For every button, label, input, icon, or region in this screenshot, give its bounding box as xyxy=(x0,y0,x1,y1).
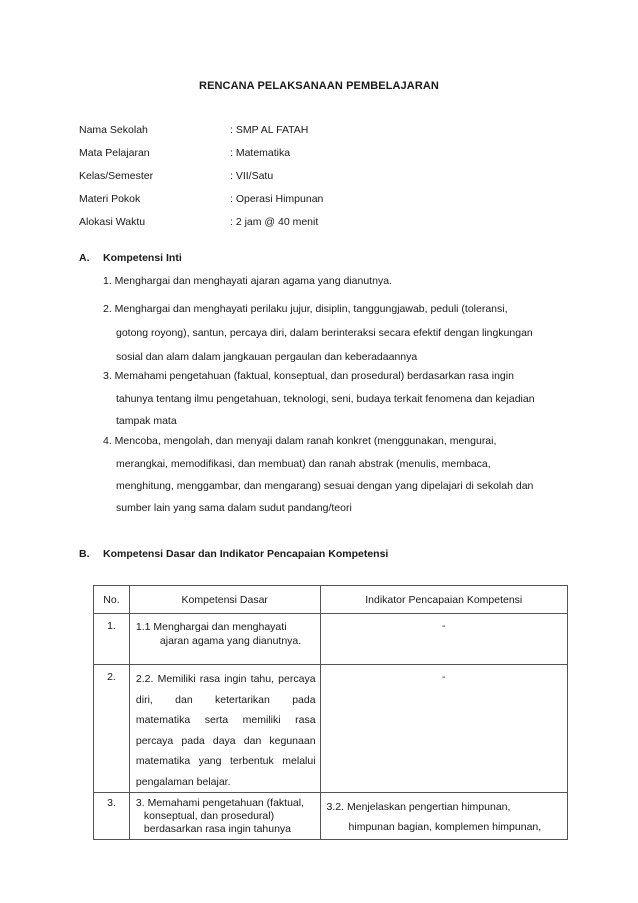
ipk-cell: - xyxy=(320,665,567,793)
ki-item-3-line: tampak mata xyxy=(116,415,177,427)
section-title: Kompetensi Dasar dan Indikator Pencapaian Kompetensi xyxy=(103,548,389,560)
kd-line: 2.2. Memiliki rasa ingin tahu, percaya xyxy=(135,673,316,685)
kd-line: diri, dan ketertarikan pada xyxy=(135,693,316,706)
row-number: 1. xyxy=(94,614,130,665)
section-letter: A. xyxy=(79,252,90,264)
ipk-line: himpunan bagian, komplemen himpunan, xyxy=(348,821,542,833)
page-title: RENCANA PELAKSANAAN PEMBELAJARAN xyxy=(199,80,439,92)
section-title: Kompetensi Inti xyxy=(103,252,182,264)
identity-value: : VII/Satu xyxy=(230,170,274,182)
kd-line: berdasarkan rasa ingin tahunya xyxy=(143,823,292,835)
identity-label: Nama Sekolah xyxy=(79,124,148,136)
identity-value: : Matematika xyxy=(230,147,291,159)
kd-cell xyxy=(129,614,320,665)
table-row xyxy=(94,665,568,793)
table-header-cell: No. xyxy=(94,586,130,614)
ki-item-1: 1. Menghargai dan menghayati ajaran agama yang dianutnya. xyxy=(103,275,392,287)
row-number: 3. xyxy=(94,793,130,840)
identity-label: Alokasi Waktu xyxy=(79,216,146,228)
kd-line: 3. Memahami pengetahuan (faktual, xyxy=(135,797,305,809)
identity-row xyxy=(79,122,559,138)
table-header-row xyxy=(94,586,568,614)
kd-line: ajaran agama yang dianutnya. xyxy=(159,635,302,647)
ki-item-3-line: tahunya tentang ilmu pengetahuan, teknologi, seni, budaya terkait fenomena dan kejadian xyxy=(116,393,535,405)
ipk-line: 3.2. Menjelaskan pengertian himpunan, xyxy=(326,801,511,813)
table-header-cell: Indikator Pencapaian Kompetensi xyxy=(320,586,567,614)
identity-row xyxy=(79,145,559,161)
identity-value: : Operasi Himpunan xyxy=(230,193,324,205)
identity-label: Materi Pokok xyxy=(79,193,141,205)
identity-row xyxy=(79,214,559,230)
ki-item-2-line: gotong royong), santun, percaya diri, dalam berinteraksi secara efektif dengan lingkungan xyxy=(116,327,533,339)
identity-value: : 2 jam @ 40 menit xyxy=(230,216,319,228)
table-row xyxy=(94,614,568,665)
ki-item-4-line: sumber lain yang sama dalam sudut pandang/teori xyxy=(116,502,352,514)
identity-value: : SMP AL FATAH xyxy=(230,124,309,136)
row-number: 2. xyxy=(94,665,130,793)
ipk-cell: - xyxy=(320,614,567,665)
identity-row xyxy=(79,191,559,207)
identity-label: Mata Pelajaran xyxy=(79,147,150,159)
kd-line: konseptual, dan prosedural) xyxy=(143,810,275,822)
ki-item-4-line: menghitung, menggambar, dan mengarang) sesuai dengan yang dipelajari di sekolah dan xyxy=(116,480,534,492)
ki-item-2-line: 2. Menghargai dan menghayati perilaku jujur, disiplin, tanggungjawab, peduli (toleransi, xyxy=(103,303,508,315)
kd-line: matematika yang terbentuk melalui xyxy=(135,755,316,767)
kd-cell xyxy=(129,665,320,793)
ki-item-3-line: 3. Memahami pengetahuan (faktual, konseptual, dan prosedural) berdasarkan rasa ingin xyxy=(103,370,514,382)
identity-row xyxy=(79,168,559,184)
kd-line: matematika serta memiliki rasa xyxy=(135,714,316,726)
section-letter: B. xyxy=(79,548,90,560)
competency-table xyxy=(93,585,568,840)
ki-item-4-line: 4. Mencoba, mengolah, dan menyaji dalam ranah konkret (menggunakan, mengurai, xyxy=(103,435,497,447)
ki-item-4-line: merangkai, memodifikasi, dan membuat) dan ranah abstrak (menulis, membaca, xyxy=(116,458,491,470)
kd-cell xyxy=(129,793,320,840)
ipk-cell xyxy=(320,793,567,840)
kd-line: percaya pada daya dan kegunaan xyxy=(135,734,316,747)
ki-item-2-line: sosial dan alam dalam jangkauan pergaulan dan keberadaannya xyxy=(116,351,418,363)
kd-line: pengalaman belajar. xyxy=(135,775,231,788)
table-header-cell: Kompetensi Dasar xyxy=(129,586,320,614)
table-row xyxy=(94,793,568,840)
kd-line: 1.1 Menghargai dan menghayati xyxy=(135,621,287,633)
identity-label: Kelas/Semester xyxy=(79,170,154,182)
